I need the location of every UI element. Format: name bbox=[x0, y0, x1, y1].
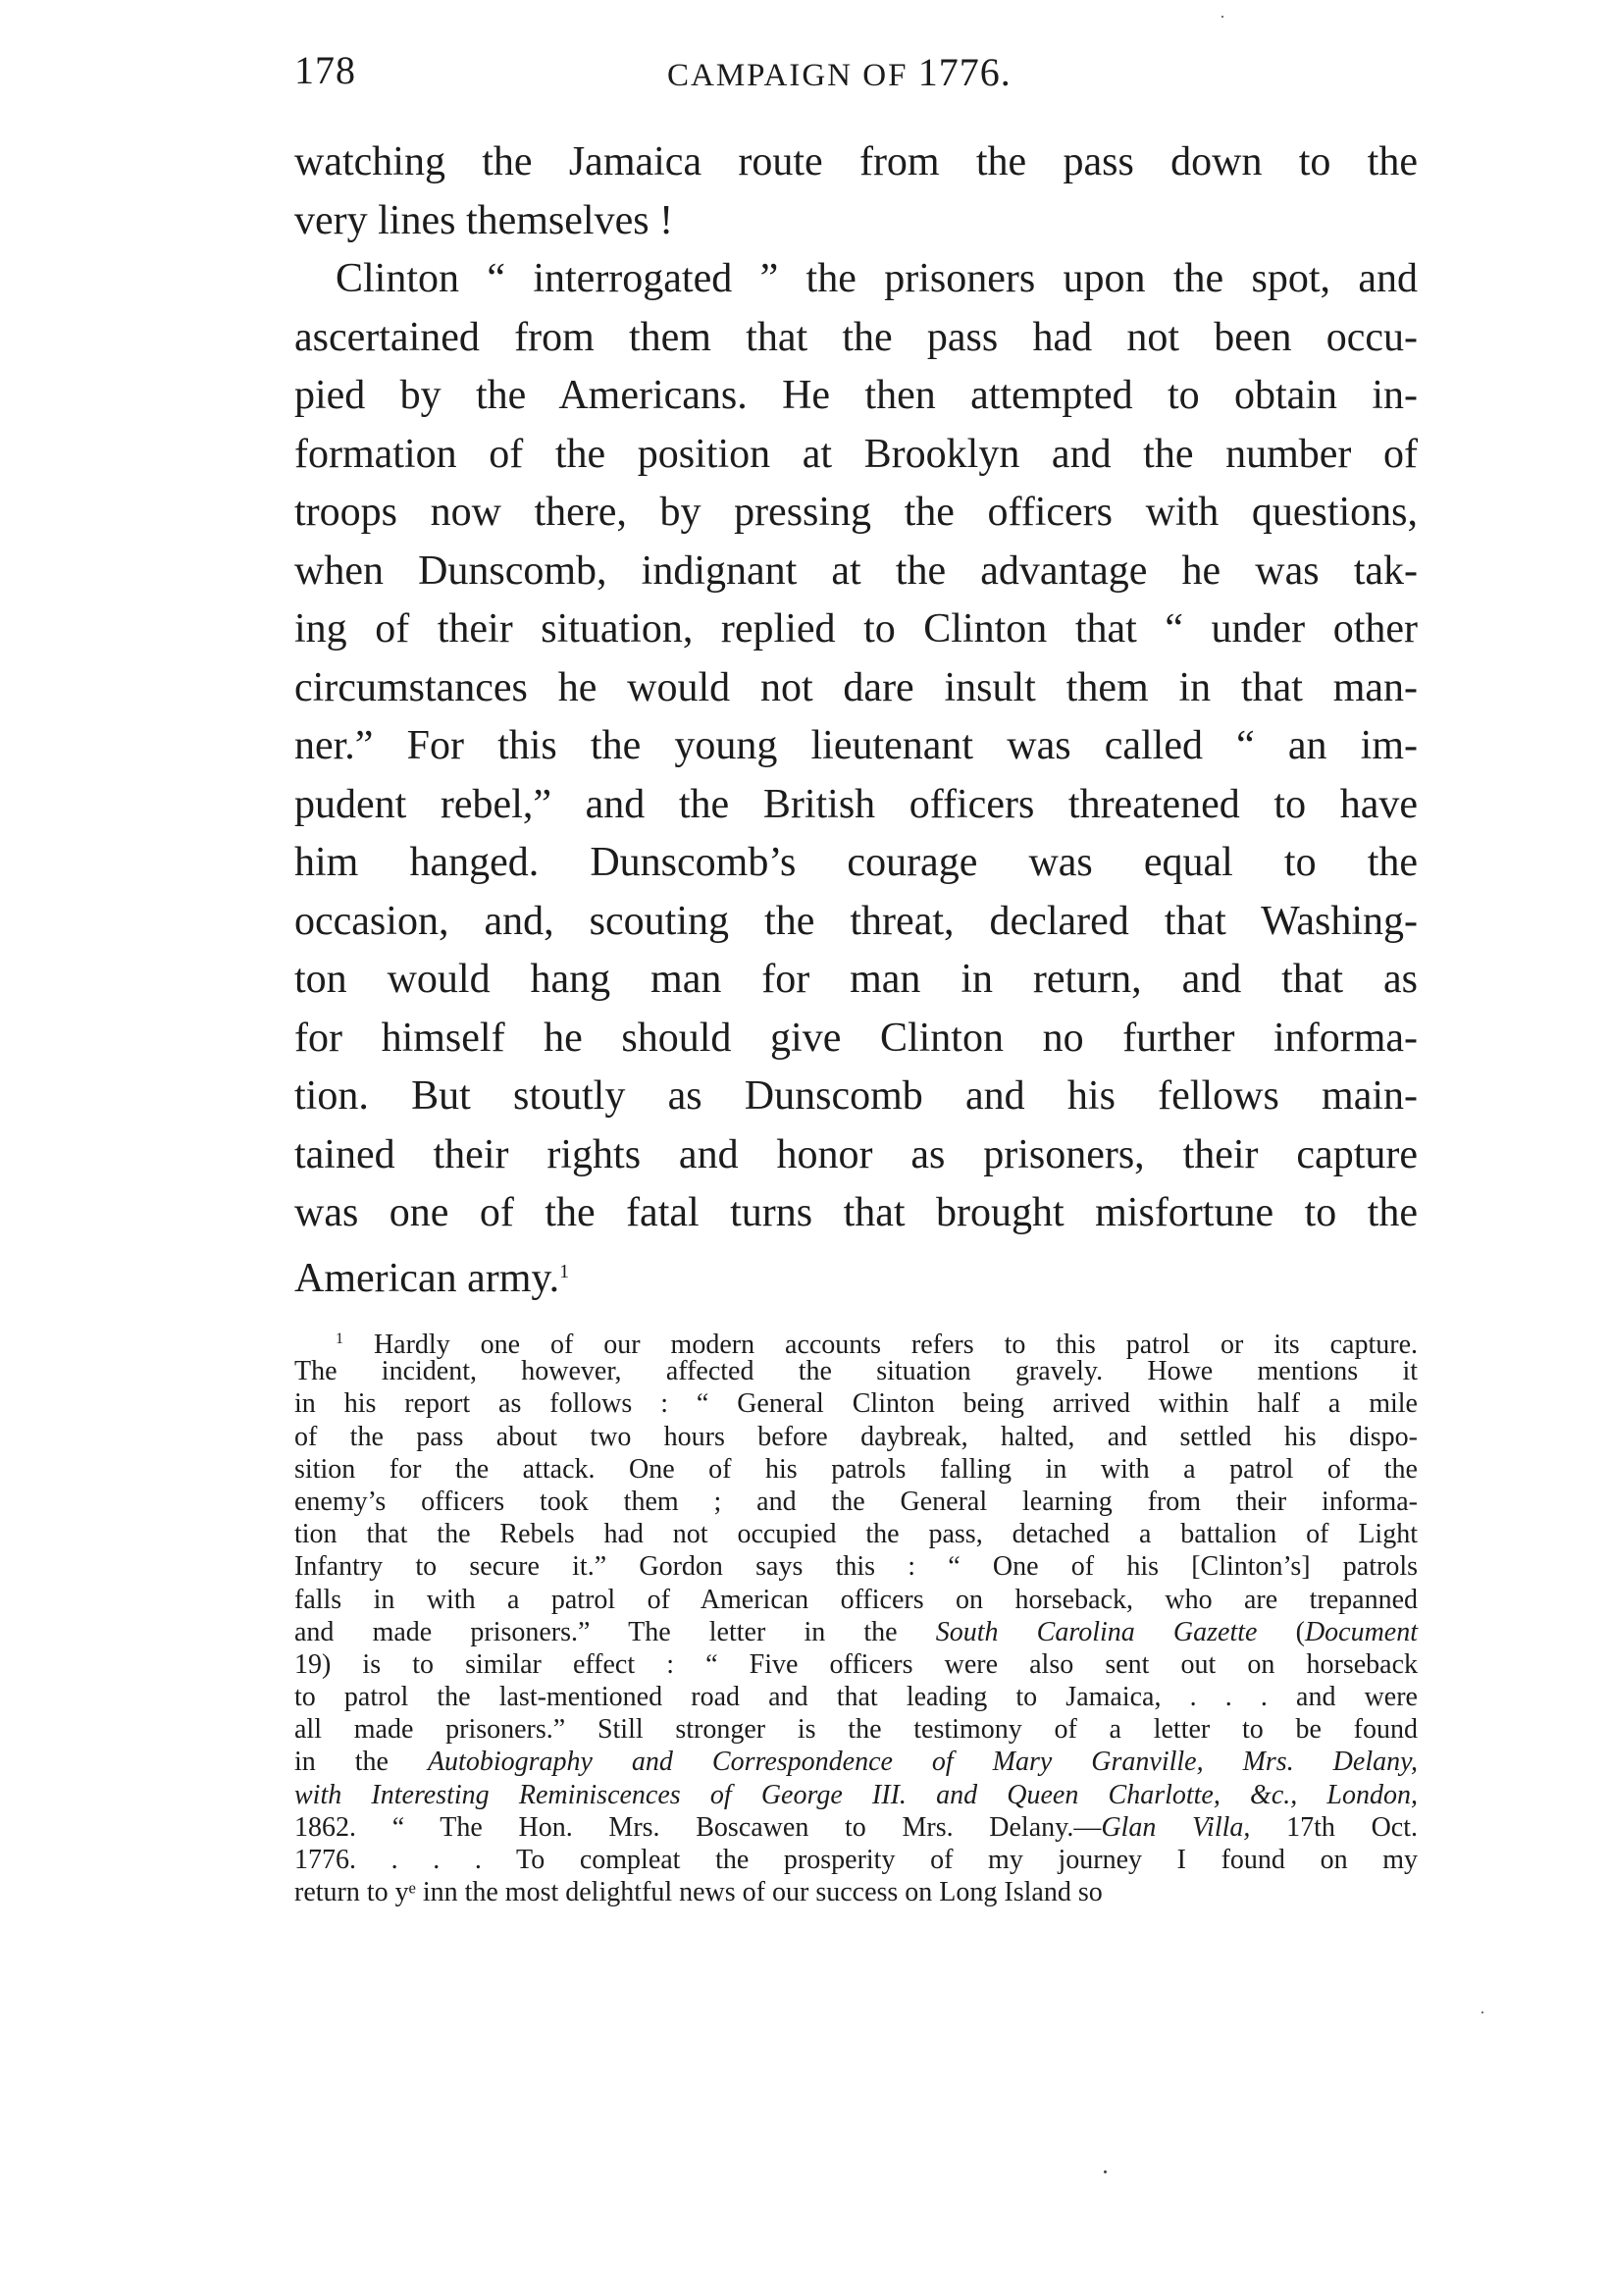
text-line: ner.” For this the young lieutenant was called “ an im- bbox=[294, 723, 1418, 768]
running-head bbox=[294, 47, 1418, 96]
footnote-line: of the pass about two hours before daybreak, halted, and settled his dispo- bbox=[294, 1421, 1418, 1452]
footnote-line bbox=[294, 1616, 1418, 1648]
text-line: ton would hang man for man in return, and that as bbox=[294, 957, 1418, 1002]
print-speck bbox=[1221, 16, 1223, 18]
text-line: him hanged. Dunscomb’s courage was equal to the bbox=[294, 840, 1418, 885]
text-line-last bbox=[294, 1243, 1418, 1302]
running-title-text: CAMPAIGN OF bbox=[667, 58, 909, 93]
text-line: formation of the position at Brooklyn and the number of bbox=[294, 431, 1418, 477]
footnote-line: 19) is to similar effect : “ Five officers were also sent out on horseback bbox=[294, 1648, 1418, 1680]
text-line: troops now there, by pressing the officers with questions, bbox=[294, 490, 1418, 535]
text-line: ing of their situation, replied to Clinton that “ under other bbox=[294, 606, 1418, 652]
footnote-line: enemy’s officers took them ; and the General learning from their informa- bbox=[294, 1486, 1418, 1517]
italic-title: Document bbox=[1304, 1616, 1419, 1647]
italic-title: with Interesting Reminiscences of George III. and Queen Charlotte, &c., London, bbox=[294, 1779, 1418, 1810]
main-text bbox=[294, 133, 1418, 1301]
footnote-reference[interactable]: 1 bbox=[559, 1260, 570, 1282]
footnote-text: 1862. “ The Hon. Mrs. Boscawen to Mrs. Delany.— bbox=[294, 1811, 1102, 1843]
footnote-line: in his report as follows : “ General Clinton being arrived within half a mile bbox=[294, 1388, 1418, 1420]
footnote-text: 17th Oct. bbox=[1286, 1811, 1418, 1843]
footnote-text: ( bbox=[1295, 1616, 1305, 1647]
italic-title: South Carolina Gazette bbox=[935, 1616, 1258, 1647]
italic-title: Autobiography and Correspondence of Mary Granville, Mrs. Delany, bbox=[427, 1747, 1418, 1778]
text-line: very lines themselves ! bbox=[294, 197, 674, 243]
footnote-line: return to yᵉ inn the most delightful news of our success on Long Island so bbox=[294, 1877, 1103, 1908]
footnote-line: falls in with a patrol of American officers on horseback, who are trepanned bbox=[294, 1584, 1418, 1615]
footnote-text: and made prisoners.” The letter in the bbox=[294, 1616, 898, 1647]
text-line: watching the Jamaica route from the pass down to the bbox=[294, 139, 1418, 184]
text-line-content: American army. bbox=[294, 1255, 560, 1301]
text-line: pied by the Americans. He then attempted to obtain in- bbox=[294, 373, 1418, 418]
text-line: tion. But stoutly as Dunscomb and his fellows main- bbox=[294, 1073, 1418, 1119]
text-line: ascertained from them that the pass had not been occu- bbox=[294, 314, 1418, 360]
footnote-line-text: Hardly one of our modern accounts refers to this patrol or its capture. bbox=[373, 1330, 1419, 1360]
print-speck bbox=[1104, 2170, 1107, 2173]
text-line: Clinton “ interrogated ” the prisoners upon the spot, and bbox=[336, 256, 1418, 301]
footnote-line bbox=[294, 1811, 1418, 1844]
text-line: for himself he should give Clinton no further informa- bbox=[294, 1015, 1418, 1061]
text-line: when Dunscomb, indignant at the advantage he was tak- bbox=[294, 548, 1418, 594]
footnote-line: tion that the Rebels had not occupied the pass, detached a battalion of Light bbox=[294, 1519, 1418, 1550]
footnote-line: The incident, however, affected the situation gravely. Howe mentions it bbox=[294, 1356, 1418, 1387]
footnote-line bbox=[294, 1779, 1418, 1811]
text-line: pudent rebel,” and the British officers threatened to have bbox=[294, 781, 1418, 827]
footnote-marker: 1 bbox=[336, 1331, 343, 1347]
footnote-line: Infantry to secure it.” Gordon says this : “ One of his [Clinton’s] patrols bbox=[294, 1551, 1418, 1583]
footnote-line: to patrol the last-mentioned road and that leading to Jamaica, . . . and were bbox=[294, 1682, 1418, 1713]
text-line: was one of the fatal turns that brought misfortune to the bbox=[294, 1190, 1418, 1235]
running-title-year: 1776. bbox=[917, 50, 1012, 94]
text-line: tained their rights and honor as prisoners, their capture bbox=[294, 1131, 1418, 1177]
footnote bbox=[294, 1323, 1418, 1908]
footnote-line bbox=[294, 1746, 1418, 1778]
footnote-text: in the bbox=[294, 1747, 389, 1778]
print-speck bbox=[1481, 2011, 1483, 2013]
italic-title: Glan Villa, bbox=[1101, 1811, 1251, 1843]
footnote-line: 1776. . . . To compleat the prosperity of my journey I found on my bbox=[294, 1845, 1418, 1875]
running-title bbox=[667, 49, 1012, 95]
footnote-line: sition for the attack. One of his patrols falling in with a patrol of the bbox=[294, 1453, 1418, 1485]
text-line: occasion, and, scouting the threat, declared that Washing- bbox=[294, 898, 1418, 944]
text-line: circumstances he would not dare insult them in that man- bbox=[294, 664, 1418, 710]
page-number: 178 bbox=[294, 48, 356, 92]
footnote-line bbox=[294, 1323, 1419, 1360]
footnote-line: all made prisoners.” Still stronger is the testimony of a letter to be found bbox=[294, 1714, 1418, 1746]
